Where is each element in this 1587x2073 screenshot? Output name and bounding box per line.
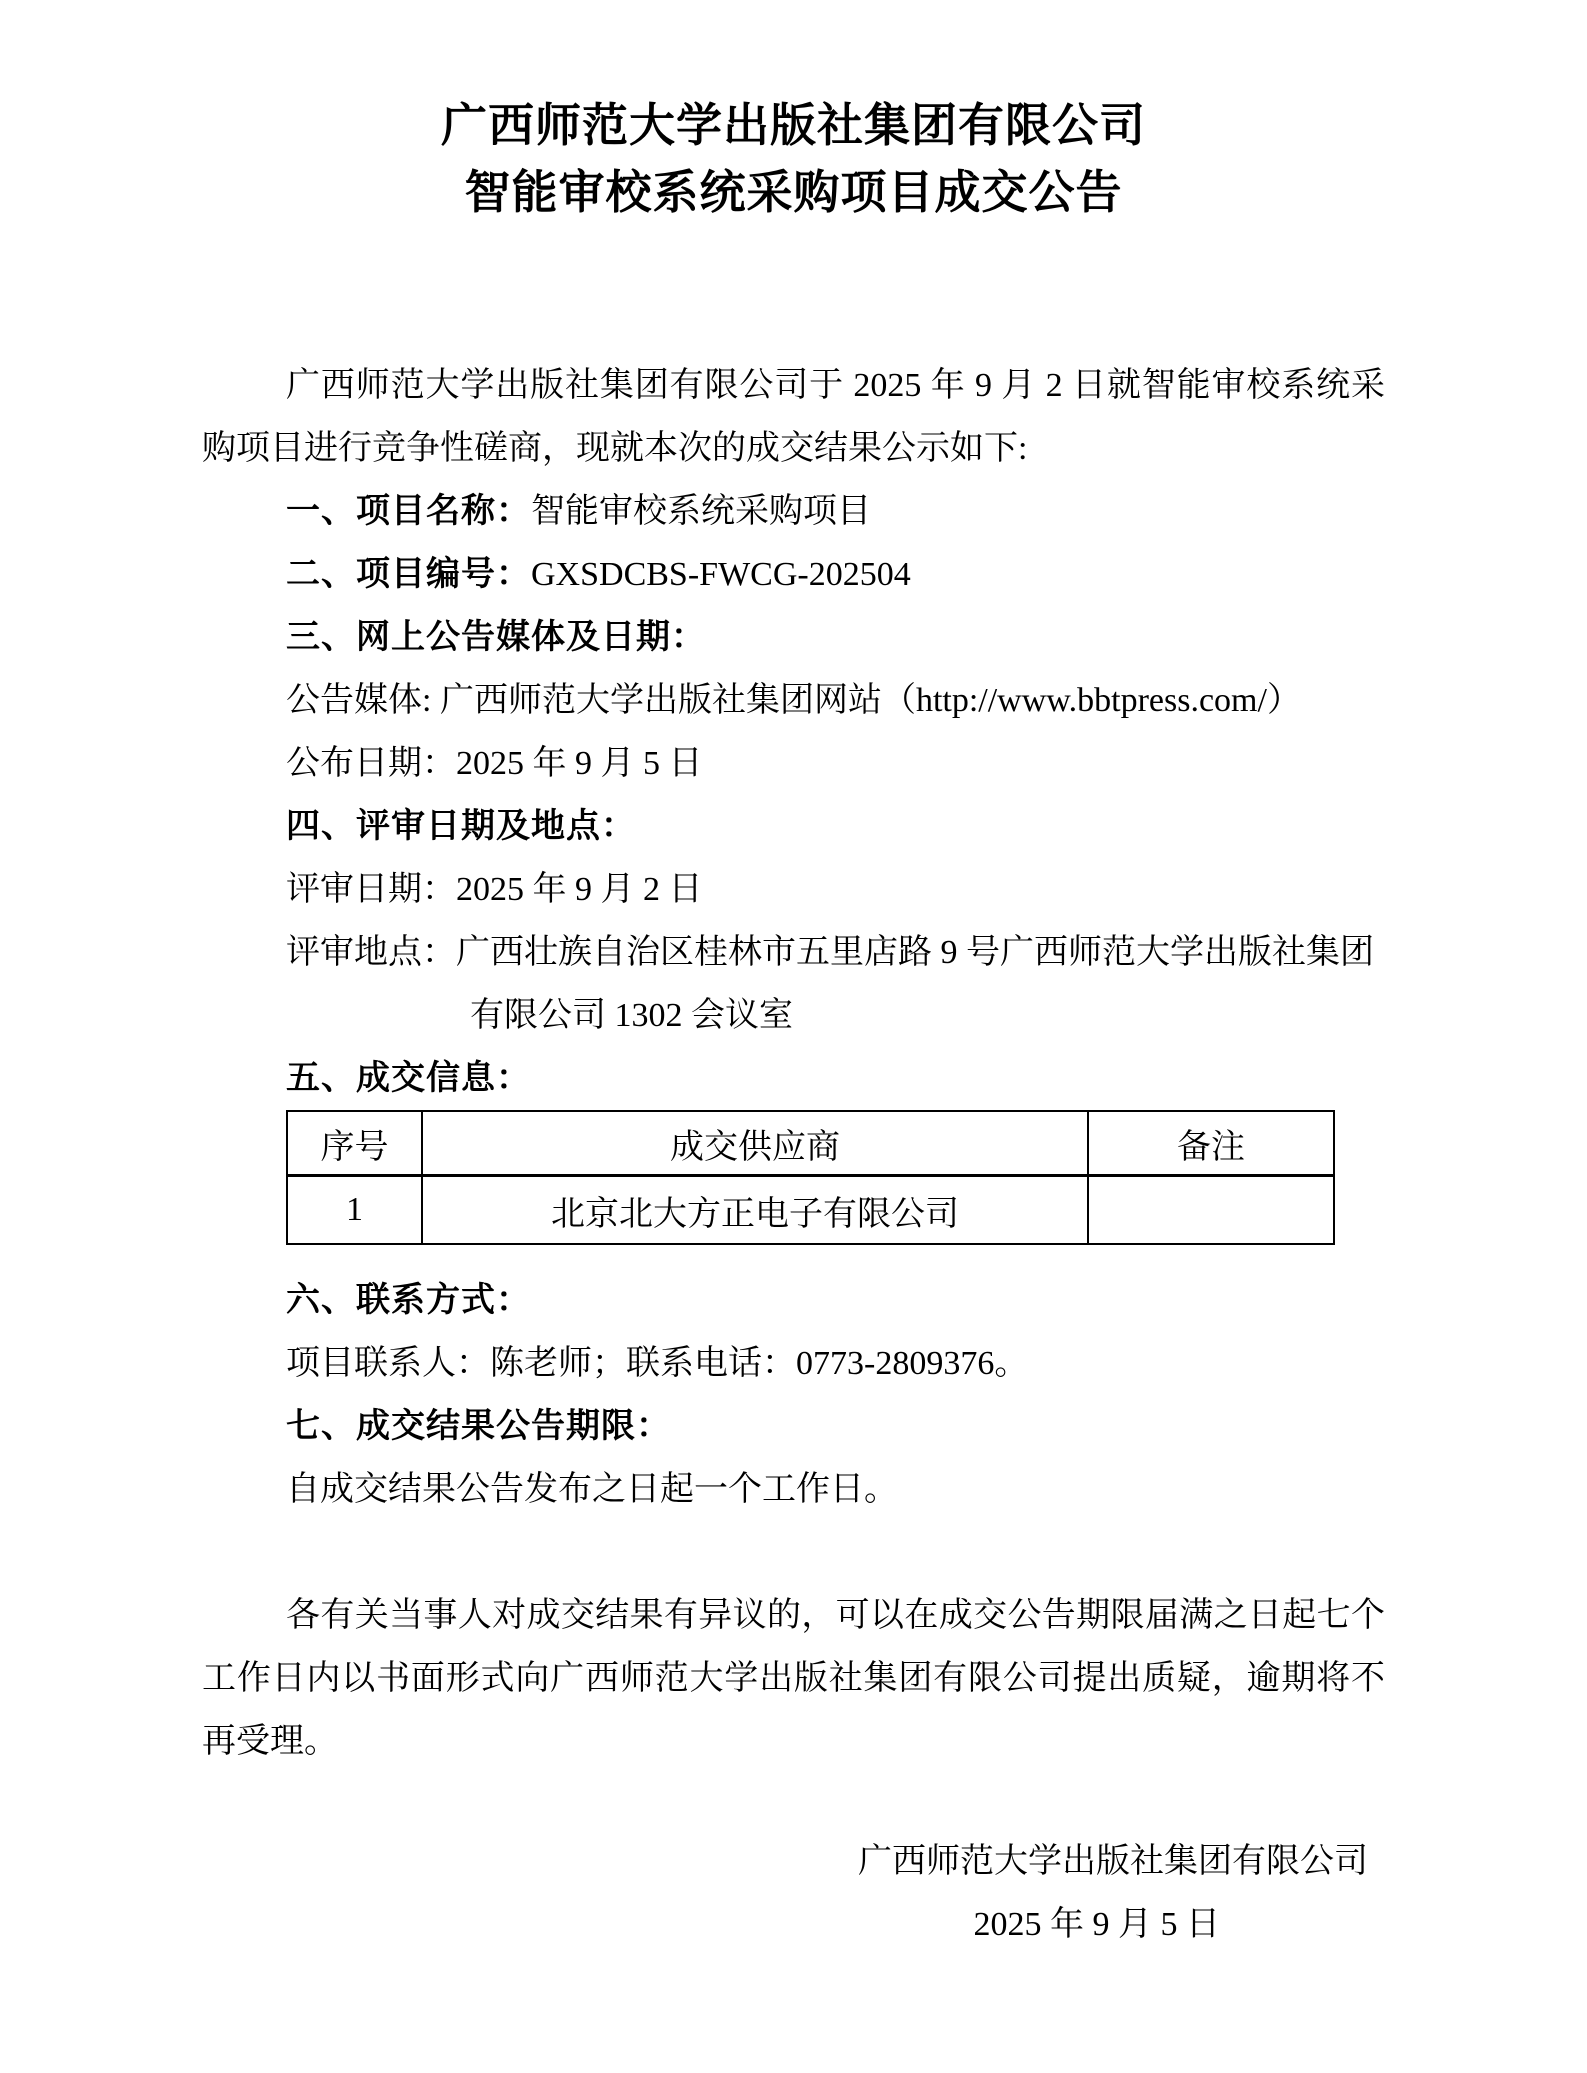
document-title-line2: 智能审校系统采购项目成交公告 bbox=[464, 167, 1123, 218]
award-table-header-seq: 序号 bbox=[287, 1111, 422, 1176]
section-project-name bbox=[286, 480, 1385, 543]
signature-date: 2025 年 9 月 5 日 bbox=[973, 1906, 1220, 1943]
intro-paragraph: 广西师范大学出版社集团有限公司于 2025 年 9 月 2 日就智能审校系统采购项目进行竞争性磋商，现就本次的成交结果公示如下: bbox=[202, 367, 1385, 467]
award-row-remark bbox=[1088, 1176, 1334, 1245]
contact-line: 项目联系人：陈老师；联系电话：0773-2809376。 bbox=[286, 1345, 1029, 1382]
review-location-line1: 评审地点：广西壮族自治区桂林市五里店路 9 号广西师范大学出版社集团 bbox=[286, 934, 1374, 971]
review-date-line: 评审日期：2025 年 9 月 2 日 bbox=[286, 871, 703, 908]
project-number-label: 二、项目编号： bbox=[286, 555, 531, 593]
award-row-seq: 1 bbox=[287, 1176, 422, 1245]
announcement-media-label: 公告媒体: bbox=[286, 682, 440, 719]
document-title-line1: 广西师范大学出版社集团有限公司 bbox=[441, 100, 1146, 151]
section-announcement-period-heading: 七、成交结果公告期限： bbox=[286, 1407, 671, 1445]
section-award-info-heading: 五、成交信息： bbox=[286, 1059, 531, 1097]
award-table-header-row bbox=[287, 1111, 1334, 1176]
project-number-value: GXSDCBS-FWCG-202504 bbox=[531, 556, 911, 593]
signature-company: 广西师范大学出版社集团有限公司 bbox=[858, 1843, 1368, 1880]
section-announcement-media-heading: 三、网上公告媒体及日期： bbox=[286, 618, 706, 656]
section-project-number bbox=[286, 543, 1385, 606]
project-name-value: 智能审校系统采购项目 bbox=[531, 493, 871, 530]
project-name-label: 一、项目名称： bbox=[286, 492, 531, 530]
award-table-header-supplier: 成交供应商 bbox=[422, 1111, 1088, 1176]
publish-date-line: 公布日期：2025 年 9 月 5 日 bbox=[286, 745, 703, 782]
closing-paragraph: 各有关当事人对成交结果有异议的，可以在成交公告期限届满之日起七个工作日内以书面形式向广西师范大学出版社集团有限公司提出质疑，逾期将不再受理。 bbox=[202, 1597, 1385, 1760]
award-table-header-remark: 备注 bbox=[1088, 1111, 1334, 1176]
announcement-media-value: 广西师范大学出版社集团网站（http://www.bbtpress.com/） bbox=[439, 682, 1301, 719]
section-contact-heading: 六、联系方式： bbox=[286, 1281, 531, 1319]
award-row-supplier: 北京北大方正电子有限公司 bbox=[422, 1176, 1088, 1245]
award-table bbox=[286, 1110, 1335, 1245]
announcement-period-line: 自成交结果公告发布之日起一个工作日。 bbox=[286, 1471, 898, 1508]
section-review-heading: 四、评审日期及地点： bbox=[286, 807, 636, 845]
announcement-media-line bbox=[286, 669, 1385, 732]
review-location-line2: 有限公司 1302 会议室 bbox=[470, 997, 793, 1034]
award-table-row bbox=[287, 1176, 1334, 1245]
